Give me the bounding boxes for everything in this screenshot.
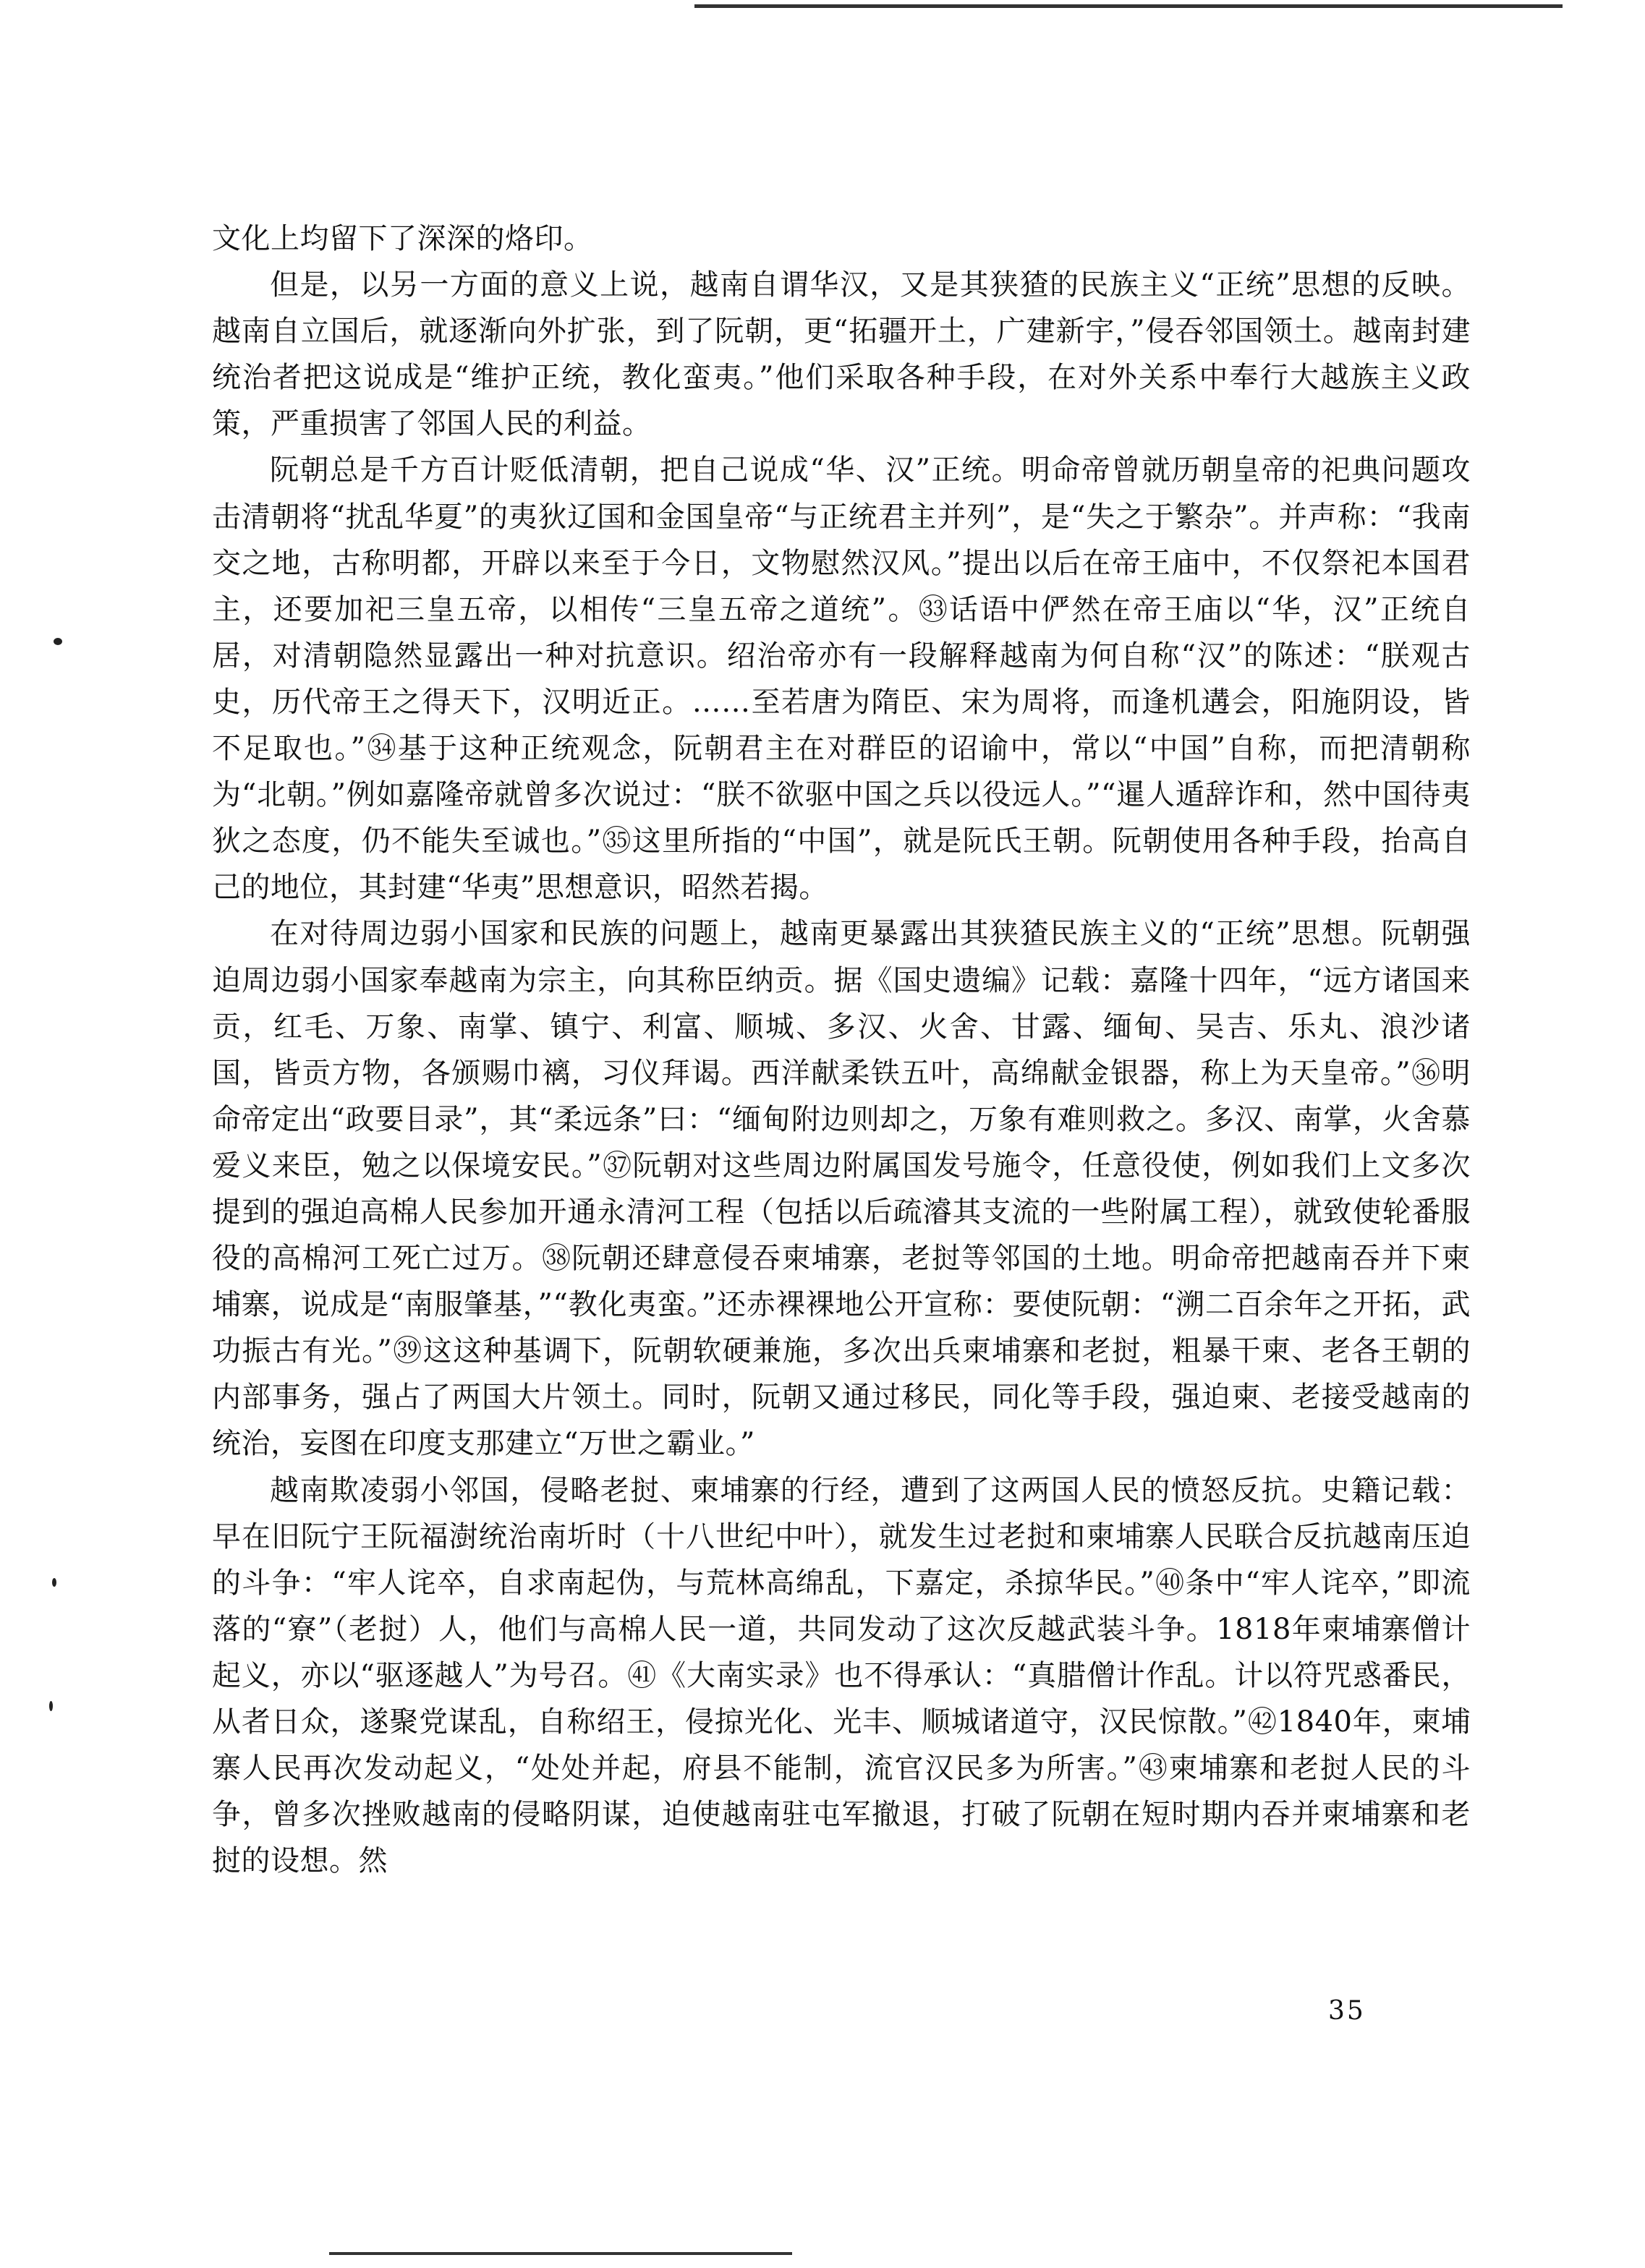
page-number: 35 <box>1328 1996 1366 2026</box>
scan-artifact-bottom-line <box>329 2252 792 2255</box>
paragraph: 但是，以另一方面的意义上说，越南自谓华汉，又是其狭猹的民族主义“正统”思想的反映。越南自立国后，就逐渐向外扩张，到了阮朝，更“拓疆开土，广建新宇，”侵吞邻国领土。越南封建统治者把这说成是“维护正统，教化蛮夷。”他们采取各种手段，在对外关系中奉行大越族主义政策，严重损害了邻国人民的利益。 <box>212 268 1471 441</box>
paragraph-continued: 文化上均留下了深深的烙印。 <box>212 222 593 255</box>
scan-artifact-top-line <box>694 4 1563 8</box>
page-body-text <box>212 216 1471 1884</box>
scan-speck <box>52 1578 56 1587</box>
paragraph: 在对待周边弱小国家和民族的问题上，越南更暴露出其狭猹民族主义的“正统”思想。阮朝强迫周边弱小国家奉越南为宗主，向其称臣纳贡。据《国史遗编》记载：嘉隆十四年，“远方诸国来贡，红毛、万象、南掌、镇宁、利富、顺城、多汉、火舍、甘露、缅甸、吴吉、乐丸、浪沙诸国，皆贡方物，各颁赐巾褵，习仪拜谒。西洋献柔铁五叶，高绵献金银器，称上为天皇帝。”㊱明命帝定出“政要目录”，其“柔远条”曰：“缅甸附边则却之，万象有难则救之。多汉、南掌，火舍慕爱义来臣，勉之以保境安民。”㊲阮朝对这些周边附属国发号施令，任意役使，例如我们上文多次提到的强迫高棉人民参加开通永清河工程（包括以后疏濬其支流的一些附属工程），就致使轮番服役的高棉河工死亡过万。㊳阮朝还肆意侵吞柬埔寨，老挝等邻国的土地。明命帝把越南吞并下柬埔寨，说成是“南服肇基，”“教化夷蛮。”还赤裸裸地公开宣称：要使阮朝：“溯二百余年之开拓，武功振古有光。”㊴这这种基调下，阮朝软硬兼施，多次出兵柬埔寨和老挝，粗暴干柬、老各王朝的内部事务，强占了两国大片领土。同时，阮朝又通过移民，同化等手段，强迫柬、老接受越南的统治，妄图在印度支那建立“万世之霸业。” <box>212 917 1471 1461</box>
scan-speck <box>54 638 62 645</box>
paragraph: 阮朝总是千方百计贬低清朝，把自己说成“华、汉”正统。明命帝曾就历朝皇帝的祀典问题攻击清朝将“扰乱华夏”的夷狄辽国和金国皇帝“与正统君主并列”，是“失之于繁杂”。并声称：“我南交之地，古称明都，开辟以来至于今日，文物慰然汉风。”提出以后在帝王庙中，不仅祭祀本国君主，还要加祀三皇五帝，以相传“三皇五帝之道统”。㉝话语中俨然在帝王庙以“华，汉”正统自居，对清朝隐然显露出一种对抗意识。绍治帝亦有一段解释越南为何自称“汉”的陈述：“朕观古史，历代帝王之得天下，汉明近正。……至若唐为隋臣、宋为周将，而逢机遘会，阳施阴设，皆不足取也。”㉞基于这种正统观念，阮朝君主在对群臣的诏谕中，常以“中国”自称，而把清朝称为“北朝。”例如嘉隆帝就曾多次说过：“朕不欲驱中国之兵以役远人。”“暹人遁辞诈和，然中国待夷狄之态度，仍不能失至诚也。”㉟这里所指的“中国”，就是阮氏王朝。阮朝使用各种手段，抬高自己的地位，其封建“华夷”思想意识，昭然若揭。 <box>212 453 1471 905</box>
paragraph: 越南欺凌弱小邻国，侵略老挝、柬埔寨的行经，遭到了这两国人民的愤怒反抗。史籍记载：早在旧阮宁王阮福澍统治南圻时（十八世纪中叶），就发生过老挝和柬埔寨人民联合反抗越南压迫的斗争：“牢人诧卒，自求南起伪，与荒林高绵乱，下嘉定，杀掠华民。”㊵条中“牢人诧卒，”即流落的“寮”（老挝）人，他们与高棉人民一道，共同发动了这次反越武装斗争。1818年柬埔寨僧计起义，亦以“驱逐越人”为号召。㊶《大南实录》也不得承认：“真腊僧计作乱。计以符咒惑番民，从者日众，遂聚党谋乱，自称绍王，侵掠光化、光丰、顺城诸道守，汉民惊散。”㊷1840年，柬埔寨人民再次发动起义，“处处并起，府县不能制，流官汉民多为所害。”㊸柬埔寨和老挝人民的斗争，曾多次挫败越南的侵略阴谋，迫使越南驻屯军撤退，打破了阮朝在短时期内吞并柬埔寨和老挝的设想。然 <box>212 1473 1471 1878</box>
scan-speck <box>49 1701 53 1711</box>
